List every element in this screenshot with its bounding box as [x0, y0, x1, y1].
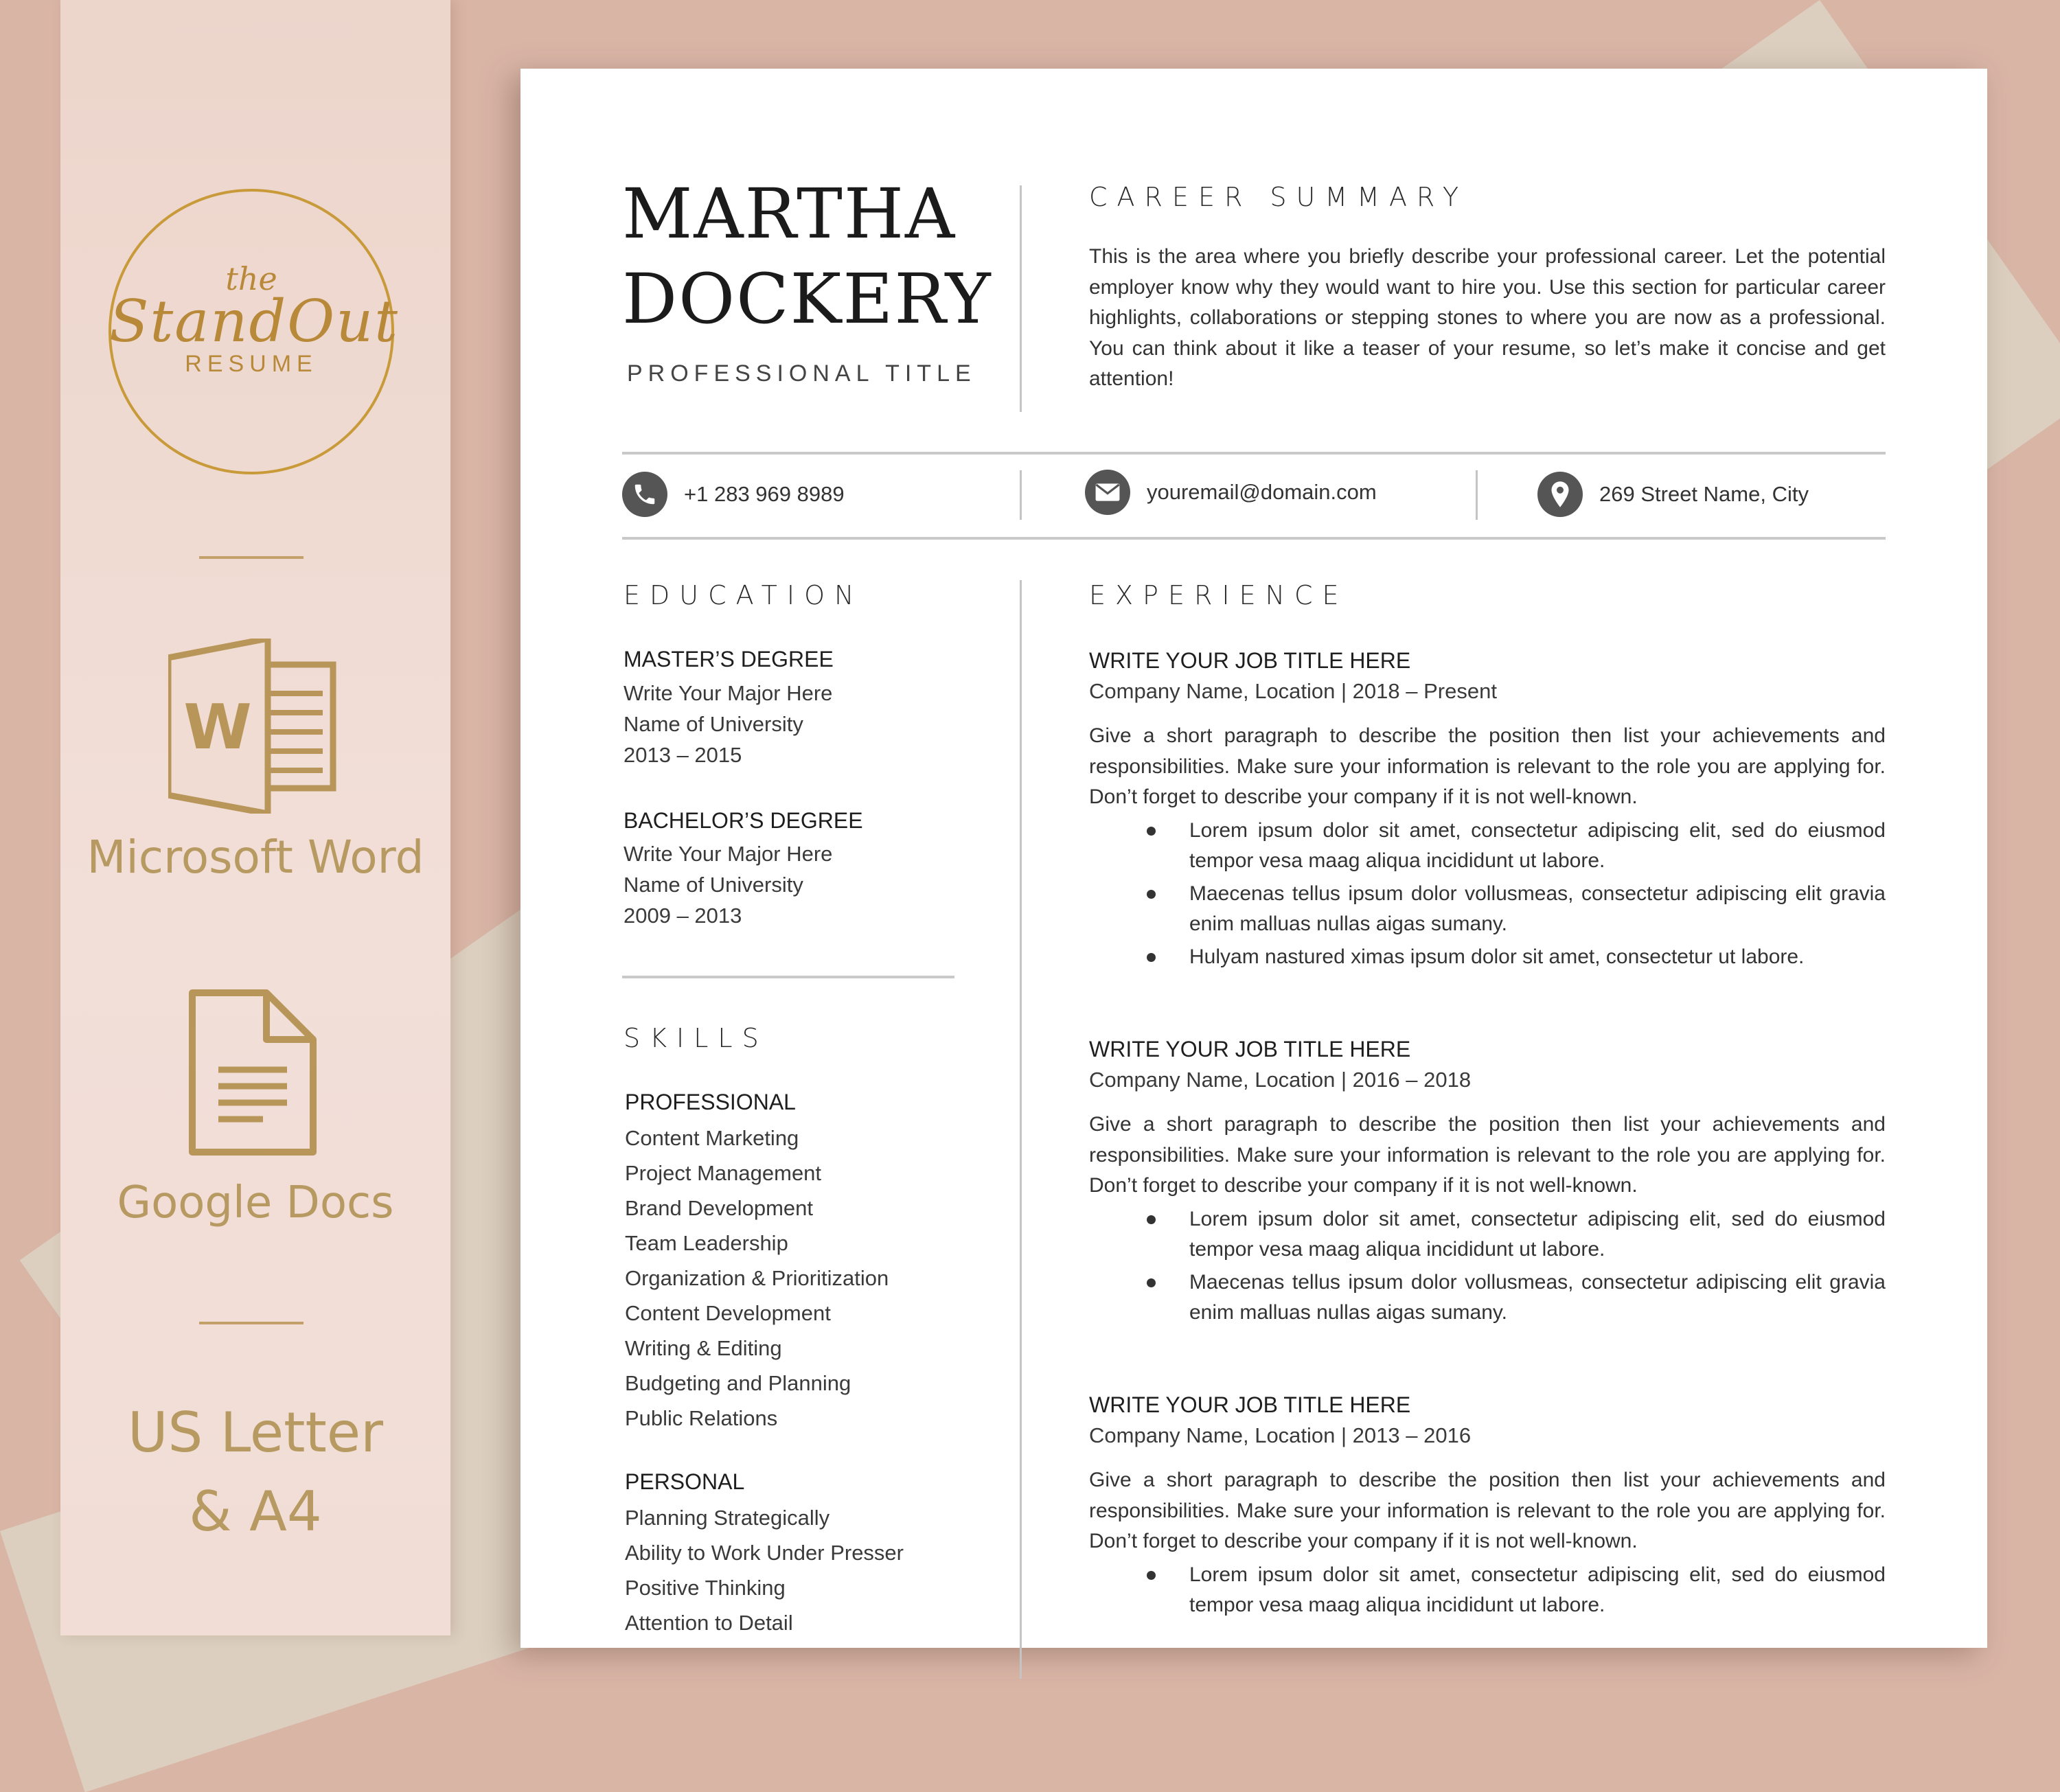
job-company-dates: Company Name, Location | 2016 – 2018 — [1089, 1068, 1472, 1092]
degree-title: BACHELOR’S DEGREE — [623, 808, 863, 833]
experience-heading: EXPERIENCE — [1089, 580, 1349, 610]
a4-label: & A4 — [189, 1480, 322, 1543]
logo-standout-text: StandOut — [109, 288, 399, 355]
bullet-item: Lorem ipsum dolor sit amet, consectetur adipiscing elit, sed do eiusmod tempor vesa maag aliqua incididunt ut labore. — [1089, 816, 1886, 877]
contact-bottom-rule — [622, 537, 1886, 540]
contact-address — [1537, 472, 1809, 517]
skills-heading: SKILLS — [623, 1023, 768, 1053]
skill-item: Team Leadership — [625, 1231, 788, 1255]
microsoft-word-label: Microsoft Word — [87, 831, 424, 884]
skill-item: Planning Strategically — [625, 1506, 830, 1530]
email-address: youremail@domain.com — [1147, 480, 1377, 504]
divider — [199, 1322, 304, 1324]
bullet-item: Maecenas tellus ipsum dolor vollusmeas, consectetur adipiscing elit gravia enim malluas nullas aigas sumany. — [1089, 1267, 1886, 1329]
professional-skills-list — [625, 1121, 889, 1436]
job-description: Give a short paragraph to describe the position then list your achievements and responsibilities. Make sure your information is relevant to the role you are applying for. Don’t forget to describe your company if it is not well-known. — [1089, 1113, 1886, 1197]
resume-page — [520, 69, 1987, 1648]
skill-item: Project Management — [625, 1161, 822, 1185]
skill-item: Brand Development — [625, 1196, 813, 1220]
degree-major: Write Your Major Here — [623, 842, 833, 866]
skills-professional-heading: PROFESSIONAL — [625, 1090, 796, 1114]
job-company-dates: Company Name, Location | 2013 – 2016 — [1089, 1423, 1472, 1447]
divider — [199, 556, 304, 559]
promo-ribbon — [60, 0, 450, 1635]
job-title: WRITE YOUR JOB TITLE HERE — [1089, 1392, 1411, 1417]
skill-item: Organization & Prioritization — [625, 1266, 889, 1290]
university-name: Name of University — [623, 712, 803, 736]
personal-skills-list — [625, 1500, 904, 1640]
professional-title: PROFESSIONAL TITLE — [627, 360, 976, 387]
contact-top-rule — [622, 452, 1886, 455]
job-title: WRITE YOUR JOB TITLE HERE — [1089, 648, 1411, 673]
contact-email — [1085, 470, 1377, 515]
skill-item: Public Relations — [625, 1406, 778, 1430]
candidate-name — [622, 172, 992, 342]
email-icon — [1085, 470, 1130, 515]
degree-years: 2013 – 2015 — [623, 743, 742, 767]
skill-item: Positive Thinking — [625, 1576, 786, 1600]
job-entry — [1089, 1034, 1886, 1331]
job-bullets — [1089, 1204, 1886, 1329]
skill-item: Content Development — [625, 1301, 831, 1325]
logo-resume-text: RESUME — [185, 351, 318, 377]
career-summary-text: This is the area where you briefly describe your professional career. Let the potential employer know why they would want to hire you. Use this section for particular career highlights, collaborations or stepping stones to where you are now as a professional. You can think about it like a teaser of your resume, so let’s make it concise and get attention! — [1089, 245, 1886, 390]
bullet-item: Lorem ipsum dolor sit amet, consectetur adipiscing elit, sed do eiusmod tempor vesa maag aliqua incididunt ut labore. — [1089, 1204, 1886, 1265]
column-divider — [1020, 580, 1022, 1679]
street-address: 269 Street Name, City — [1599, 482, 1809, 506]
google-docs-icon — [184, 989, 321, 1160]
location-pin-icon — [1537, 472, 1583, 517]
microsoft-word-icon — [168, 639, 340, 814]
job-description: Give a short paragraph to describe the position then list your achievements and responsibilities. Make sure your information is relevant to the role you are applying for. Don’t forget to describe your company if it is not well-known. — [1089, 724, 1886, 808]
contact-divider — [1020, 470, 1022, 520]
job-description: Give a short paragraph to describe the position then list your achievements and responsibilities. Make sure your information is relevant to the role you are applying for. Don’t forget to describe your company if it is not well-known. — [1089, 1469, 1886, 1552]
us-letter-label: US Letter — [128, 1401, 383, 1464]
phone-icon — [622, 472, 667, 517]
last-name: DOCKERY — [622, 259, 992, 339]
first-name: MARTHA — [622, 174, 957, 254]
degree-years: 2009 – 2013 — [623, 904, 742, 928]
phone-number: +1 283 969 8989 — [684, 482, 845, 506]
skill-item: Ability to Work Under Presser — [625, 1541, 904, 1565]
google-docs-label: Google Docs — [117, 1178, 394, 1228]
degree-major: Write Your Major Here — [623, 681, 833, 705]
bullet-item: Hulyam nastured ximas ipsum dolor sit amet, consectetur ut labore. — [1089, 942, 1886, 973]
svg-text:W: W — [183, 691, 252, 763]
skill-item: Budgeting and Planning — [625, 1371, 851, 1395]
job-bullets — [1089, 816, 1886, 973]
standout-logo — [108, 189, 399, 474]
education-rule — [622, 976, 954, 978]
bullet-item: Maecenas tellus ipsum dolor vollusmeas, consectetur adipiscing elit gravia enim malluas nullas aigas sumany. — [1089, 879, 1886, 940]
header-divider — [1020, 185, 1022, 412]
job-entry — [1089, 1390, 1886, 1623]
skill-item: Attention to Detail — [625, 1611, 793, 1635]
university-name: Name of University — [623, 873, 803, 897]
bullet-item: Lorem ipsum dolor sit amet, consectetur adipiscing elit, sed do eiusmod tempor vesa maag aliqua incididunt ut labore. — [1089, 1560, 1886, 1621]
degree-title: MASTER’S DEGREE — [623, 647, 834, 671]
job-company-dates: Company Name, Location | 2018 – Present — [1089, 679, 1497, 703]
job-title: WRITE YOUR JOB TITLE HERE — [1089, 1037, 1411, 1061]
job-entry — [1089, 645, 1886, 974]
skill-item: Writing & Editing — [625, 1336, 782, 1360]
job-bullets — [1089, 1560, 1886, 1621]
career-summary-heading: CAREER SUMMARY — [1089, 182, 1469, 212]
skill-item: Content Marketing — [625, 1126, 799, 1150]
logo-the-text: the — [225, 260, 277, 297]
contact-divider — [1476, 470, 1478, 520]
skills-personal-heading: PERSONAL — [625, 1469, 745, 1494]
contact-phone — [622, 472, 845, 517]
education-heading: EDUCATION — [623, 580, 864, 610]
